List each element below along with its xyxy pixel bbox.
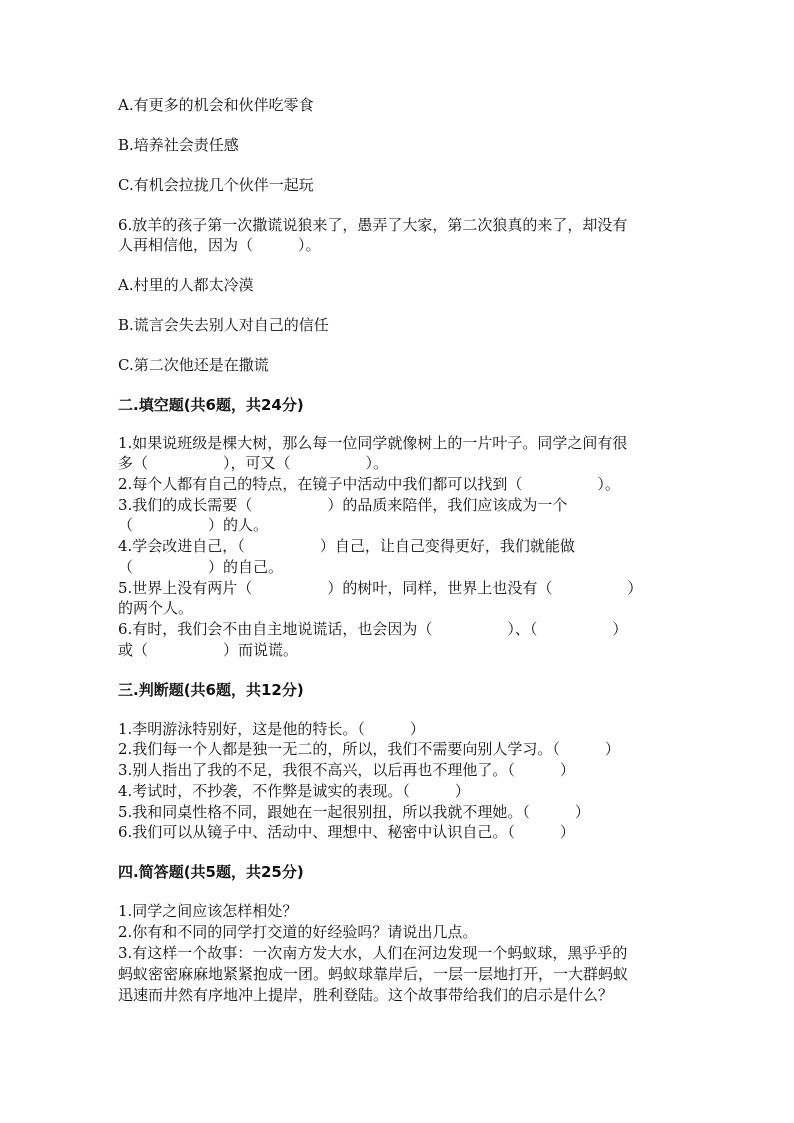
q6-option-a: A.村里的人都太冷漠: [118, 276, 254, 294]
fill-blank-line: 1.如果说班级是棵大树，那么每一位同学就像树上的一片叶子。同学之间有很: [118, 434, 628, 452]
section-fill-blank-title: 二.填空题(共6题，共24分): [118, 396, 304, 414]
fill-blank-line: 多（ ），可又（ ）。: [118, 454, 389, 472]
short-answer-line: 2.你有和不同的同学打交道的好经验吗？请说出几点。: [118, 923, 478, 941]
true-false-line: 6.我们可以从镜子中、活动中、理想中、秘密中认识自己。（ ）: [118, 823, 575, 841]
q6-stem-line-1: 6.放羊的孩子第一次撒谎说狼来了，愚弄了大家，第二次狼真的来了，却没有: [118, 216, 628, 234]
q5-option-b: B.培养社会责任感: [118, 136, 239, 154]
q5-option-a: A.有更多的机会和伙伴吃零食: [118, 96, 314, 114]
q6-option-c: C.第二次他还是在撒谎: [118, 356, 269, 374]
true-false-line: 1.李明游泳特别好，这是他的特长。（ ）: [118, 720, 425, 738]
fill-blank-line: 的两个人。: [118, 599, 194, 617]
short-answer-line: 3.有这样一个故事：一次南方发大水，人们在河边发现一个蚂蚁球，黑乎乎的: [118, 944, 628, 962]
true-false-line: 3.别人指出了我的不足，我很不高兴，以后再也不理他了。（ ）: [118, 761, 575, 779]
short-answer-line: 蚂蚁密密麻麻地紧紧抱成一团。蚂蚁球靠岸后，一层一层地打开，一大群蚂蚁: [118, 965, 629, 983]
fill-blank-line: 5.世界上没有两片（ ）的树叶，同样，世界上也没有（ ）: [118, 579, 643, 597]
true-false-line: 5.我和同桌性格不同，跟她在一起很别扭，所以我就不理她。（ ）: [118, 803, 590, 821]
q6-option-b: B.谎言会失去别人对自己的信任: [118, 316, 329, 334]
fill-blank-line: （ ）的自己。: [118, 558, 284, 576]
fill-blank-line: （ ）的人。: [118, 516, 269, 534]
true-false-line: 4.考试时，不抄袭，不作弊是诚实的表现。（ ）: [118, 782, 470, 800]
fill-blank-line: 或（ ）而说谎。: [118, 641, 299, 659]
short-answer-line: 迅速而井然有序地冲上提岸，胜利登陆。这个故事带给我们的启示是什么？: [118, 986, 614, 1004]
fill-blank-line: 6.有时，我们会不由自主地说谎话，也会因为（ ）、（ ）: [118, 620, 628, 638]
section-short-answer-title: 四.简答题(共5题，共25分): [118, 863, 304, 881]
q5-option-c: C.有机会拉拢几个伙伴一起玩: [118, 176, 314, 194]
true-false-line: 2.我们每一个人都是独一无二的，所以，我们不需要向别人学习。（ ）: [118, 740, 620, 758]
section-true-false-title: 三.判断题(共6题，共12分): [118, 681, 304, 699]
fill-blank-line: 4.学会改进自己，（ ）自己，让自己变得更好，我们就能做: [118, 537, 575, 555]
short-answer-line: 1.同学之间应该怎样相处？: [118, 902, 298, 920]
q6-stem-line-2: 人再相信他，因为（ ）。: [118, 236, 321, 254]
fill-blank-line: 2.每个人都有自己的特点，在镜子中活动中我们都可以找到（ ）。: [118, 475, 620, 493]
fill-blank-line: 3.我们的成长需要（ ）的品质来陪伴，我们应该成为一个: [118, 496, 568, 514]
